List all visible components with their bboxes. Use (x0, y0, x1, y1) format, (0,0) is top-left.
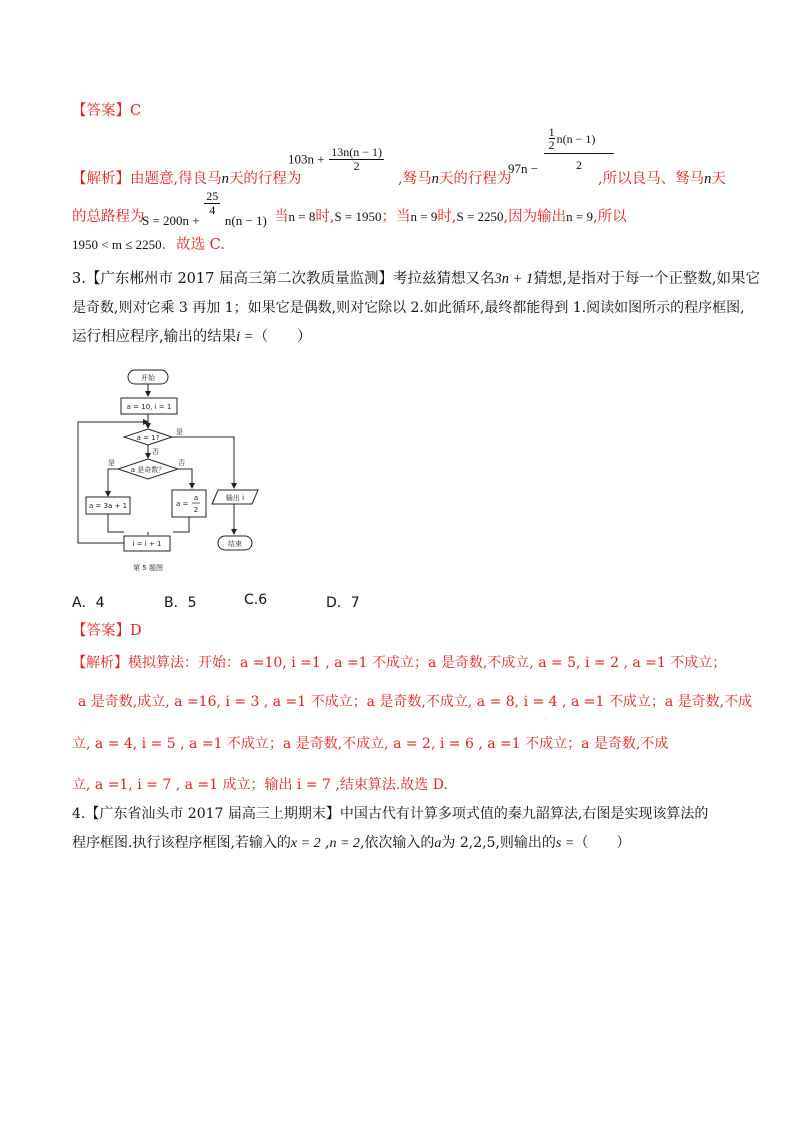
q2-analysis-line1: 【解析】由题意,得良马n天的行程为 (72, 171, 302, 187)
flowchart (72, 362, 272, 578)
fc-start-label: 开始 (141, 374, 155, 382)
fc-caption: 第 5 题图 (133, 564, 163, 572)
fc-init-label: a = 10, i = 1 (126, 403, 172, 411)
q2-f1-pre: 103n + (288, 151, 325, 167)
q2-formula-good-horse (288, 146, 384, 173)
fc-yes2-label: 是 (108, 459, 115, 467)
q2-total-frac: $\frac{25}{4}$ (206, 189, 219, 217)
q2-analysis-line2b: 当n = 8时,S = 1950；当n = 9时,S = 2250,因为输出n = 9,所以 (274, 209, 627, 225)
fc-right-box-den: 2 (193, 506, 199, 514)
q2-f1-frac: $\frac{13n(n - 1)}{2}$ (331, 145, 382, 173)
q2-analysis-line1b: ,驽马n天的行程为 (398, 171, 512, 187)
fc-output-label: 输出 i (225, 494, 245, 502)
q3-analysis-line4: 立, a =1, i = 7 , a =1 成立；输出 i = 7 ,结束算法.故选 D. (72, 777, 448, 793)
fc-no2-label: 否 (178, 459, 185, 467)
q3-analysis-line2: a 是奇数,成立, a =16, i = 3 , a =1 不成立；a 是奇数,不成立, a = 8, i = 4 , a =1 不成立；a 是奇数,不成 (78, 694, 753, 710)
q3-line2: 是奇数,则对它乘 3 再加 1；如果它是偶数,则对它除以 2.如此循环,最终都能得到 1.阅读如图所示的程序框图, (72, 300, 745, 316)
q2-analysis-line1c: ,所以良马、驽马n天 (598, 171, 726, 187)
q2-f2-frac: 1 2 n(n − 1) 2 (544, 126, 600, 174)
fc-yes1-label: 是 (176, 428, 183, 436)
fc-cond2-label: a 是奇数？ (130, 466, 166, 474)
q2-analysis-line3: 1950 < m ≤ 2250．故选 C. (72, 237, 225, 253)
fc-cond1-label: a = 1? (136, 434, 160, 442)
fc-right-box-pre: a = (176, 500, 189, 508)
q3-option-d: D．7 (326, 595, 360, 611)
q2-answer: 【答案】C (72, 103, 142, 119)
fc-incr-label: i = i + 1 (132, 540, 162, 548)
q2-total-expr: S = 200n + $\frac{25}{4}$ n(n − 1) (142, 189, 267, 228)
q2-analysis-line2: 的总路程为 (72, 209, 145, 225)
q3-option-a: A．4 (72, 595, 105, 611)
q3-option-b: B．5 (164, 595, 197, 611)
q3-analysis-line1: 【解析】模拟算法：开始：a =10, i =1 , a =1 不成立；a 是奇数,不成立, a = 5, i = 2 , a =1 不成立； (72, 655, 727, 671)
q3-line1: 3.【广东郴州市 2017 届高三第二次教质量监测】考拉兹猜想又名3n + 1猜想,是指对于每一个正整数,如果它 (72, 271, 760, 287)
q2-f2-pre: 97n − (508, 161, 539, 176)
fc-no1-label: 否 (152, 448, 159, 456)
fc-left-box-label: a = 3a + 1 (88, 502, 128, 510)
q4-line2: 程序框图.执行该程序框图,若输入的x = 2 ,n = 2,依次输入的a为 2,2,5,则输出的s =（ ） (72, 835, 631, 851)
q3-analysis-line3: 立, a = 4, i = 5 , a =1 不成立；a 是奇数,不成立, a = 2, i = 6 , a =1 不成立；a 是奇数,不成 (72, 736, 669, 752)
fc-end-label: 结束 (228, 540, 242, 548)
q3-answer: 【答案】D (72, 623, 142, 639)
q4-line1: 4.【广东省汕头市 2017 届高三上期期末】中国古代有计算多项式值的秦九韶算法,右图是实现该算法的 (72, 806, 709, 822)
q3-line3: 运行相应程序,输出的结果i =（ ） (72, 329, 312, 345)
q3-option-c: C.6 (244, 592, 268, 608)
fc-right-box-num: a (193, 494, 199, 502)
